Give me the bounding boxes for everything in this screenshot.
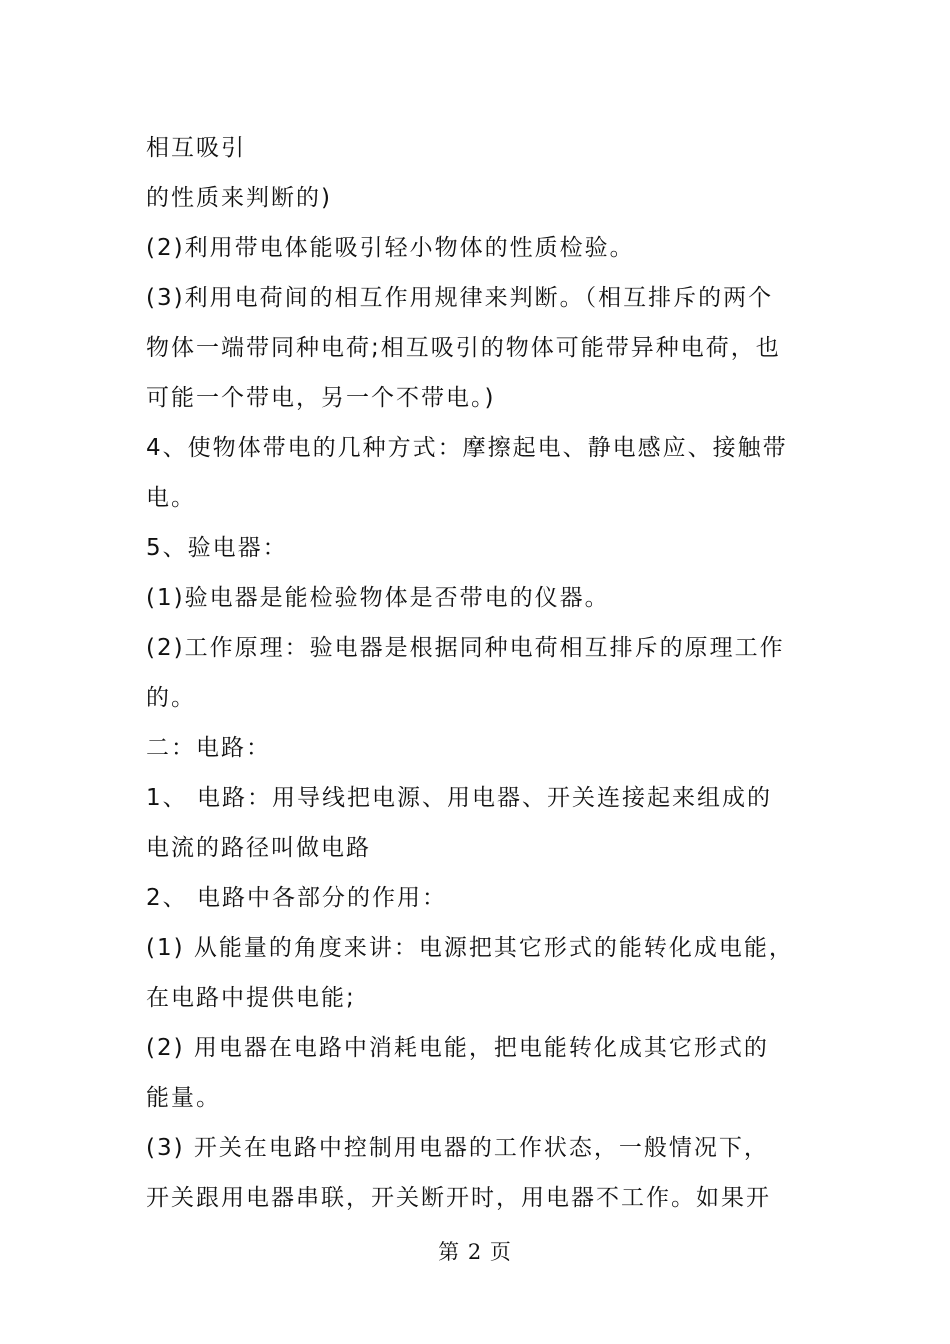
page-number: 第 2 页 xyxy=(438,1240,512,1264)
text-line: 在电路中提供电能; xyxy=(146,985,356,1011)
text-line: (3) 开关在电路中控制用电器的工作状态，一般情况下， xyxy=(146,1135,769,1161)
text-line: (3)利用电荷间的相互作用规律来判断。（相互排斥的两个 xyxy=(146,285,774,311)
text-line: 可能一个带电，另一个不带电。) xyxy=(146,385,496,411)
text-line: (2)工作原理：验电器是根据同种电荷相互排斥的原理工作 xyxy=(146,635,785,661)
text-line: 电流的路径叫做电路 xyxy=(146,835,371,861)
document-body xyxy=(146,128,806,1228)
section-heading: 二：电路： xyxy=(146,735,271,761)
text-line: 能量。 xyxy=(146,1085,221,1111)
section-heading: 5、验电器： xyxy=(146,535,288,561)
text-line: (2)利用带电体能吸引轻小物体的性质检验。 xyxy=(146,235,635,261)
text-line: 的。 xyxy=(146,685,196,711)
text-line: 4、使物体带电的几种方式：摩擦起电、静电感应、接触带 xyxy=(146,435,788,461)
text-line: (1) 从能量的角度来讲：电源把其它形式的能转化成电能， xyxy=(146,935,794,961)
text-line: 电。 xyxy=(146,485,196,511)
text-line: 相互吸引 xyxy=(146,135,246,161)
text-line: (2) 用电器在电路中消耗电能，把电能转化成其它形式的 xyxy=(146,1035,769,1061)
text-line: 2、 电路中各部分的作用： xyxy=(146,885,447,911)
text-line: 物体一端带同种电荷;相互吸引的物体可能带异种电荷，也 xyxy=(146,335,781,361)
text-line: (1)验电器是能检验物体是否带电的仪器。 xyxy=(146,585,610,611)
text-line: 1、 电路：用导线把电源、用电器、开关连接起来组成的 xyxy=(146,785,772,811)
text-line: 开关跟用电器串联，开关断开时，用电器不工作。如果开 xyxy=(146,1185,771,1211)
text-line: 的性质来判断的) xyxy=(146,185,332,211)
